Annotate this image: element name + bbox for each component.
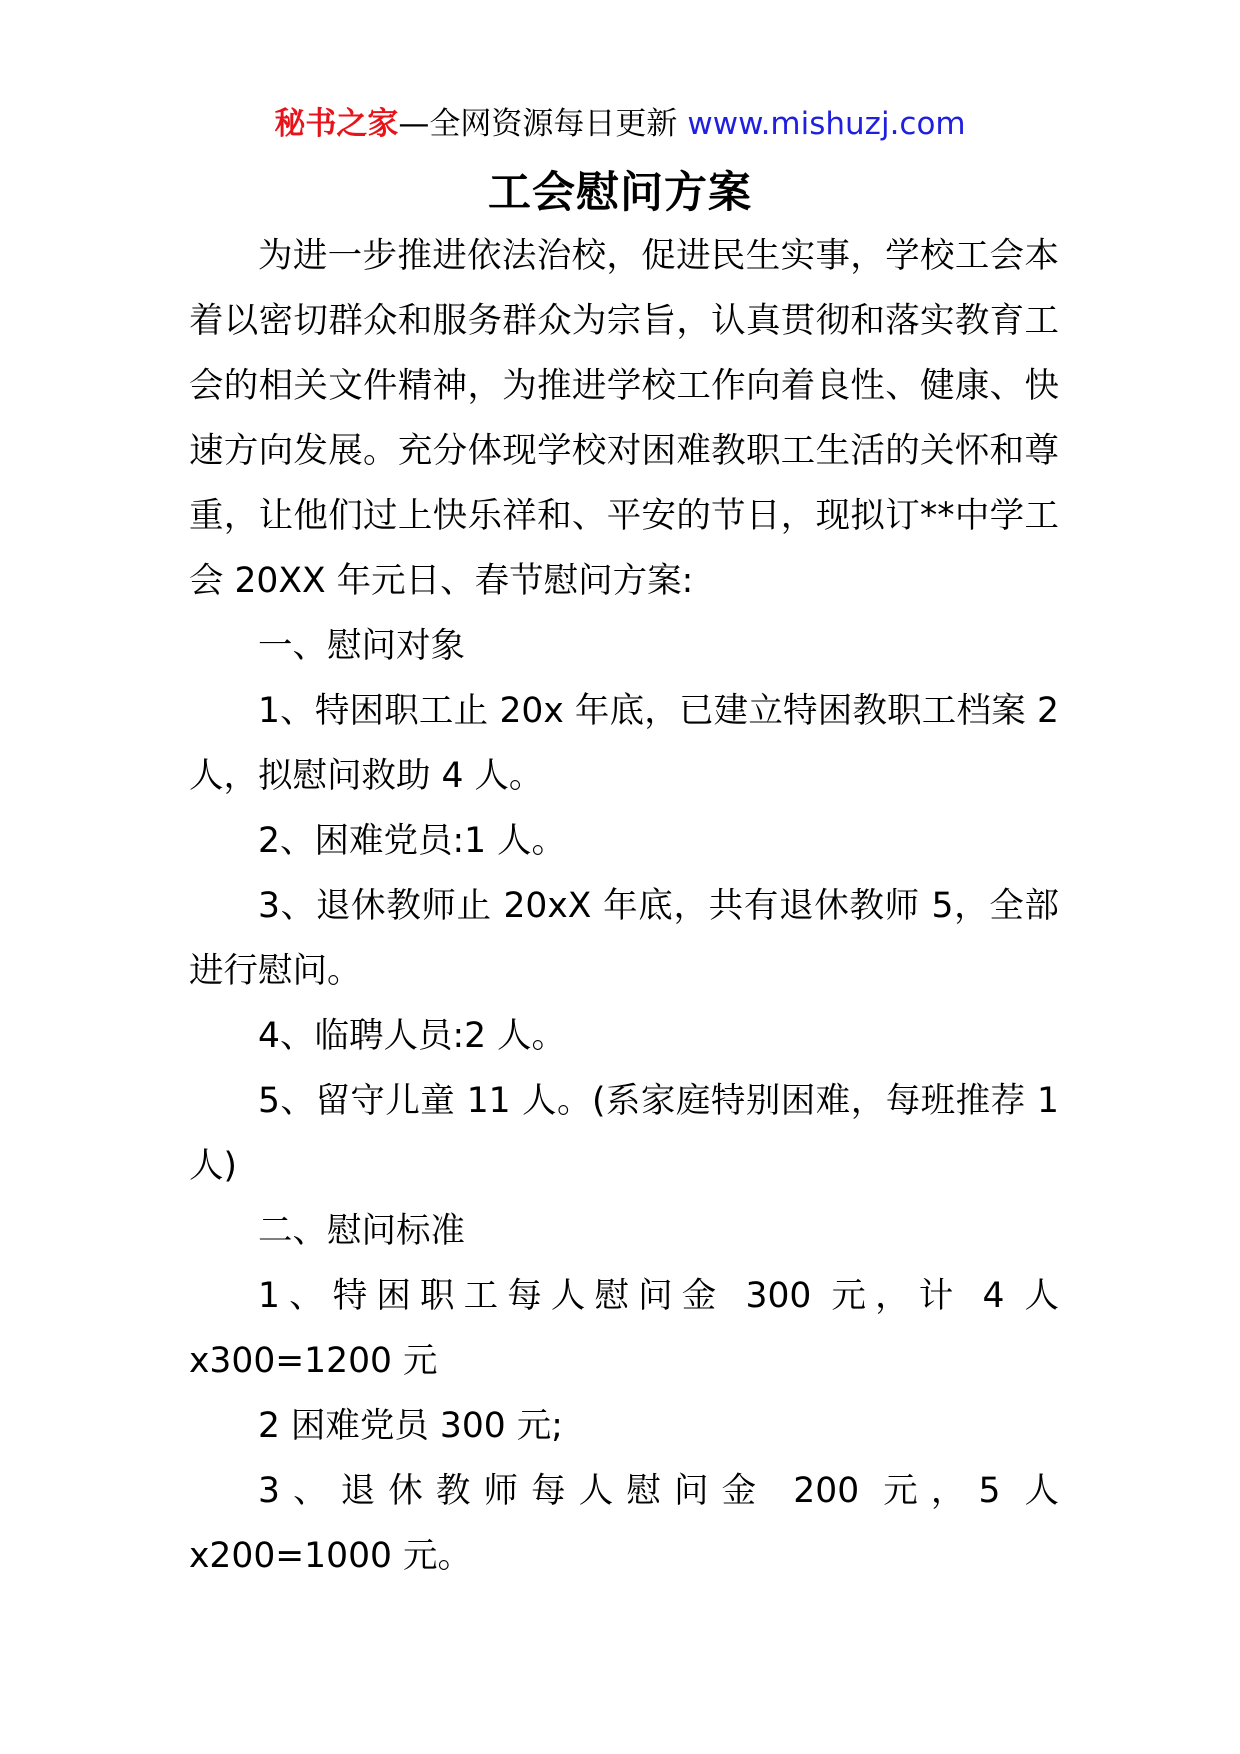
document-title: 工会慰问方案	[488, 168, 752, 218]
standard-item: 3、退休教师每人慰问金 200 元，5 人 x200=1000 元。	[189, 1471, 1059, 1576]
site-header	[0, 104, 1240, 144]
recipient-item: 5、留守儿童 11 人。(系家庭特别困难，每班推荐 1 人)	[189, 1081, 1059, 1186]
recipient-item: 1、特困职工止 20x 年底，已建立特困教职工档案 2 人，拟慰问救助 4 人。	[189, 691, 1059, 796]
section-heading-standards: 二、慰问标准	[258, 1211, 465, 1251]
intro-paragraph: 为进一步推进依法治校，促进民生实事，学校工会本着以密切群众和服务群众为宗旨，认真贯彻和落实教育工会的相关文件精神，为推进学校工作向着良性、健康、快速方向发展。充分体现学校对困难教职工生活的关怀和尊重，让他们过上快乐祥和、平安的节日，现拟订**中学工会 20XX 年元日、春节慰问方案:	[189, 236, 1059, 601]
document-body	[189, 224, 1059, 1589]
site-tagline: —全网资源每日更新	[398, 106, 678, 142]
site-brand: 秘书之家	[274, 106, 399, 142]
recipient-item: 4、临聘人员:2 人。	[258, 1016, 566, 1056]
section-heading-recipients: 一、慰问对象	[258, 626, 465, 666]
site-url: www.mishuzj.com	[687, 106, 966, 142]
recipient-item: 2、困难党员:1 人。	[258, 821, 566, 861]
recipient-item: 3、退休教师止 20xX 年底，共有退休教师 5，全部进行慰问。	[189, 886, 1059, 991]
standard-item: 1、特困职工每人慰问金 300 元，计 4 人 x300=1200 元	[189, 1276, 1059, 1381]
standard-item: 2 困难党员 300 元;	[258, 1406, 563, 1446]
